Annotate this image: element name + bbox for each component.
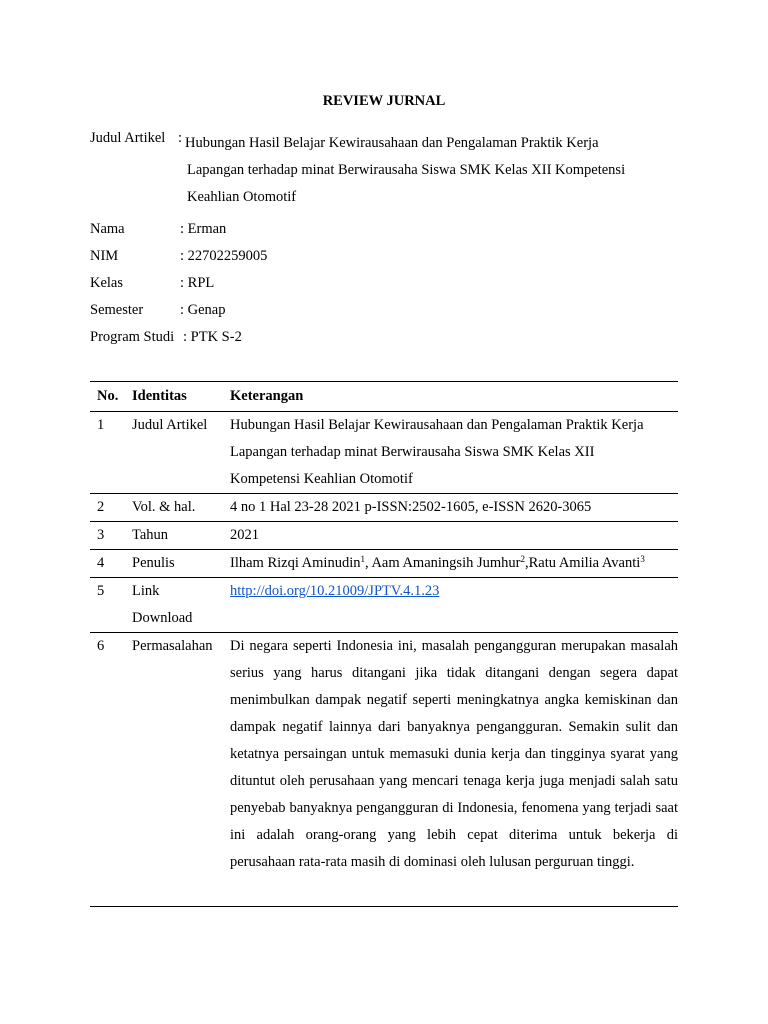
identitas-line: Download — [132, 610, 193, 626]
table-header-row — [90, 382, 678, 412]
article-title-text — [187, 130, 667, 211]
info-label: Program Studi — [90, 329, 175, 345]
table-row — [90, 550, 678, 578]
author-separator: , — [365, 555, 372, 571]
row-identitas: Judul Artikel — [132, 417, 208, 433]
row-no: 3 — [97, 527, 105, 543]
table-row — [90, 522, 678, 550]
problem-paragraph: Di negara seperti Indonesia ini, masalah pengangguran merupakan masalah serius yang harus ditangani jika tidak ditangani dengan segera dapat menimbulkan dampak negatif seperti meningkatnya angka kemiskinan dan dampak negatif lainnya dari banyaknya pengangguran. Semakin sulit dan ketatnya persaingan untuk memasuki dunia kerja dan tingginya syarat yang dituntut oleh perusahaan yang mencari tenaga kerja juga menjadi salah satu penyebab banyaknya pengangguran di Indonesia, fenomena yang terjadi saat ini adalah orang-orang yang lebih cepat diterima untuk bekerja di perusahaan rata-rata masih di dominasi oleh lulusan perguruan tinggi. — [230, 638, 678, 870]
row-keterangan: 2021 — [230, 527, 259, 543]
student-info — [90, 219, 490, 354]
row-no: 6 — [97, 638, 105, 654]
info-value: : Genap — [180, 302, 226, 318]
row-identitas: Penulis — [132, 555, 175, 571]
info-label: NIM — [90, 248, 119, 264]
row-identitas: Tahun — [132, 527, 169, 543]
table-row — [90, 494, 678, 522]
header-no: No. — [97, 388, 119, 404]
article-title-line: Keahlian Otomotif — [187, 189, 297, 205]
info-row-kelas — [90, 273, 490, 300]
info-row-semester — [90, 300, 490, 327]
header-identitas: Identitas — [132, 388, 187, 404]
row-no: 2 — [97, 499, 105, 515]
row-keterangan-paragraph — [230, 633, 678, 907]
row-identitas: Vol. & hal. — [132, 499, 196, 515]
author-name: Ilham Rizqi Aminudin — [230, 555, 361, 571]
info-row-program-studi — [90, 327, 490, 354]
row-identitas — [132, 578, 230, 633]
info-row-nama — [90, 219, 490, 246]
info-value: : Erman — [180, 221, 227, 237]
keterangan-line: Lapangan terhadap minat Berwirausaha Siswa SMK Kelas XII — [230, 444, 595, 460]
article-title-line: Hubungan Hasil Belajar Kewirausahaan dan Pengalaman Praktik Kerja — [185, 135, 599, 151]
author-name: Ratu Amilia Avanti — [528, 555, 641, 571]
row-keterangan: 4 no 1 Hal 23-28 2021 p-ISSN:2502-1605, e-ISSN 2620-3065 — [230, 499, 592, 515]
info-value: : RPL — [180, 275, 215, 291]
info-label: Nama — [90, 221, 125, 237]
document-title: REVIEW JURNAL — [322, 93, 446, 109]
row-no: 5 — [97, 583, 105, 599]
row-no: 1 — [97, 417, 105, 433]
article-title-label: Judul Artikel — [90, 130, 166, 146]
identitas-line: Link — [132, 583, 160, 599]
article-title-colon: : — [178, 130, 183, 146]
header-keterangan: Keterangan — [230, 388, 304, 404]
info-value: : PTK S-2 — [183, 329, 242, 345]
row-keterangan — [230, 578, 678, 633]
keterangan-line: Kompetensi Keahlian Otomotif — [230, 471, 413, 487]
cell-spacer — [230, 876, 678, 906]
row-no: 4 — [97, 555, 105, 571]
keterangan-line: Hubungan Hasil Belajar Kewirausahaan dan Pengalaman Praktik Kerja — [230, 417, 644, 433]
info-value: : 22702259005 — [180, 248, 268, 264]
author-affiliation: 2 — [520, 554, 525, 564]
row-keterangan-authors — [230, 550, 678, 578]
info-label: Semester — [90, 302, 144, 318]
author-separator: , — [524, 555, 529, 571]
table-row — [90, 412, 678, 494]
review-table — [90, 381, 678, 907]
table-row — [90, 633, 678, 907]
table-row — [90, 578, 678, 633]
info-label: Kelas — [90, 275, 124, 291]
doi-link[interactable]: http://doi.org/10.21009/JPTV.4.1.23 — [230, 583, 440, 599]
author-name: Aam Amaningsih Jumhur — [371, 555, 521, 571]
row-keterangan — [230, 412, 678, 494]
row-identitas: Permasalahan — [132, 638, 213, 654]
info-row-nim — [90, 246, 490, 273]
article-title-line: Lapangan terhadap minat Berwirausaha Siswa SMK Kelas XII Kompetensi — [187, 162, 626, 178]
author-affiliation: 3 — [640, 554, 645, 564]
author-affiliation: 1 — [360, 554, 365, 564]
